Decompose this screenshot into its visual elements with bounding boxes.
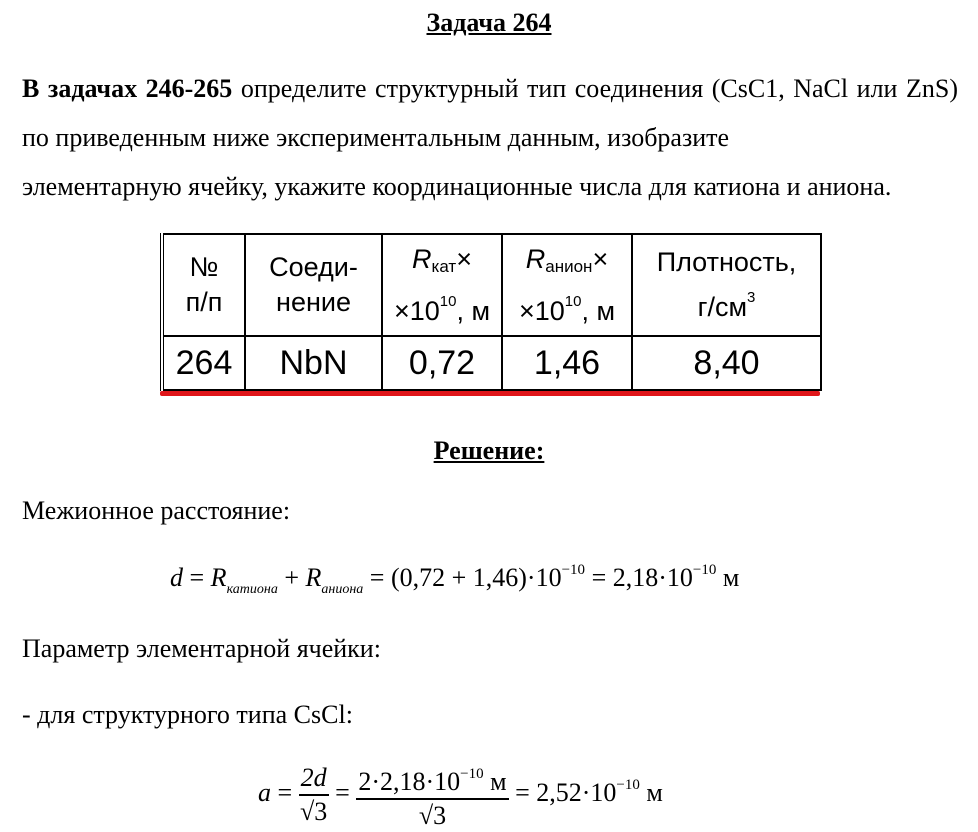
- header-density: Плотность, $г/см^3$: [632, 234, 821, 336]
- cell-compound: NbN: [245, 336, 382, 390]
- cell-r-anion: 1,46: [502, 336, 632, 390]
- table-row: [162, 336, 821, 390]
- cell-parameter-label: Параметр элементарной ячейки:: [22, 634, 381, 663]
- interionic-distance-label: Межионное расстояние:: [22, 496, 291, 525]
- cell-density: 8,40: [632, 336, 821, 390]
- header-r-cation: $R_{кат}\times$ $\times 10^{10}$, м: [382, 234, 502, 336]
- red-underline-mark: [160, 391, 820, 396]
- problem-statement: [22, 64, 958, 211]
- fraction-value: $\frac{2\cdot 2,18\cdot 10^{-10} м}{√3}$: [356, 758, 508, 832]
- header-number: № п/п: [162, 234, 245, 336]
- problem-range: В задачах 246-265: [22, 74, 233, 103]
- header-compound: Соеди- нение: [245, 234, 382, 336]
- problem-title: Задача 264: [426, 8, 552, 37]
- formula-cell-parameter: a = $\frac{2d}{√3}$ = $\frac{2\cdot 2,18\cdot 10^{-10} м}{√3}$ = $2,52\cdot 10^{-10}$ м: [258, 758, 663, 832]
- data-table-wrapper: [160, 233, 822, 391]
- problem-text-last-line: элементарную ячейку, укажите координационные числа для катиона и аниона.: [22, 172, 892, 201]
- solution-title: Решение:: [433, 436, 545, 465]
- data-table: [160, 233, 822, 391]
- formula-interionic-distance: $d = R_{катиона} + R_{аниона} = (0,72 + 1,46)\cdot 10^{-10} = 2,18\cdot 10^{-10}$ м: [170, 562, 740, 597]
- cscl-type-label: - для структурного типа CsCl:: [22, 700, 353, 729]
- cell-number: 264: [162, 336, 245, 390]
- problem-text: определите структурный тип соединения (CsC1, NaCl или ZnS) по приведенным ниже экспериментальным данным, изобразите: [22, 74, 958, 152]
- fraction-2d: $\frac{2d}{√3}$: [300, 763, 328, 826]
- cell-r-cation: 0,72: [382, 336, 502, 390]
- table-header-row: [162, 234, 821, 336]
- header-r-anion: $R_{анион}\times$ $\times 10^{10}$, м: [502, 234, 632, 336]
